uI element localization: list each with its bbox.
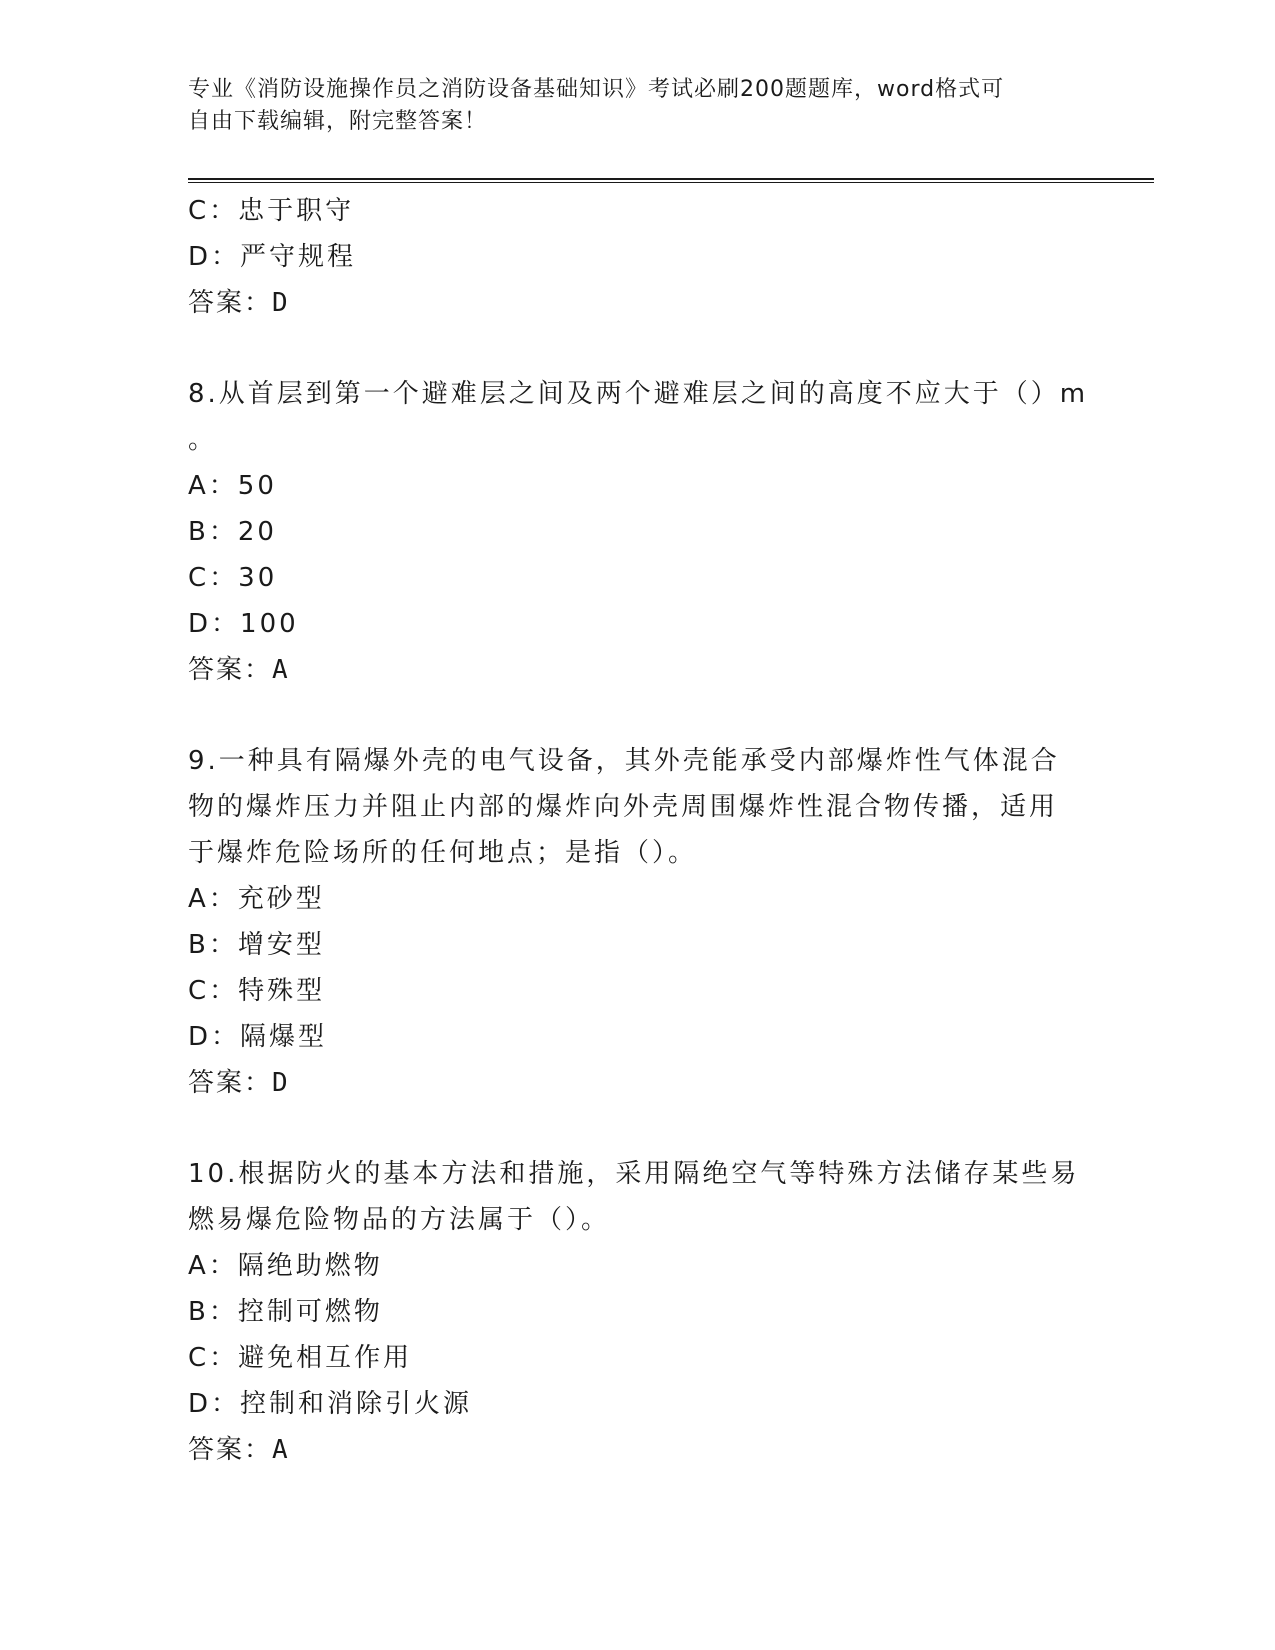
- header-title-line-1: 专业《消防设施操作员之消防设备基础知识》考试必刷200题题库，word格式可: [188, 77, 1005, 102]
- question-9-block: [188, 738, 1088, 1106]
- option-b: B：控制可燃物: [188, 1297, 383, 1327]
- question-9-text-line-2: 物的爆炸压力并阻止内部的爆炸向外壳周围爆炸性混合物传播，适用: [188, 792, 1059, 822]
- question-8-text-line-1: 8.从首层到第一个避难层之间及两个避难层之间的高度不应大于（）m: [188, 379, 1089, 409]
- option-d: D：100: [188, 609, 299, 639]
- option-c: C：避免相互作用: [188, 1343, 413, 1373]
- answer-line: 答案：A: [188, 1435, 290, 1465]
- option-b: B：20: [188, 517, 277, 547]
- option-d: D：控制和消除引火源: [188, 1389, 473, 1419]
- question-8-text-line-2: 。: [188, 425, 218, 455]
- option-b: B：增安型: [188, 930, 325, 960]
- question-10-text-line-1: 10.根据防火的基本方法和措施，采用隔绝空气等特殊方法储存某些易: [188, 1159, 1080, 1189]
- question-9-text-line-1: 9.一种具有隔爆外壳的电气设备，其外壳能承受内部爆炸性气体混合: [188, 746, 1060, 776]
- question-list: [188, 188, 1088, 1473]
- option-a: A：50: [188, 471, 277, 501]
- question-8-block: [188, 371, 1088, 693]
- option-d: D：隔爆型: [188, 1022, 328, 1052]
- prev-question-block: [188, 188, 1088, 326]
- option-c: C：忠于职守: [188, 196, 355, 226]
- option-c: C：30: [188, 563, 278, 593]
- header-divider: [188, 178, 1154, 183]
- option-d: D：严守规程: [188, 242, 357, 272]
- header-title-line-2: 自由下载编辑，附完整答案！: [188, 109, 488, 134]
- option-c: C：特殊型: [188, 976, 326, 1006]
- answer-line: 答案：D: [188, 288, 290, 318]
- answer-line: 答案：D: [188, 1068, 290, 1098]
- answer-line: 答案：A: [188, 655, 290, 685]
- page-header: [188, 74, 1088, 138]
- question-9-text-line-3: 于爆炸危险场所的任何地点；是指（）。: [188, 838, 698, 868]
- question-10-text-line-2: 燃易爆危险物品的方法属于（）。: [188, 1205, 611, 1235]
- question-10-block: [188, 1151, 1088, 1473]
- option-a: A：充砂型: [188, 884, 325, 914]
- option-a: A：隔绝助燃物: [188, 1251, 383, 1281]
